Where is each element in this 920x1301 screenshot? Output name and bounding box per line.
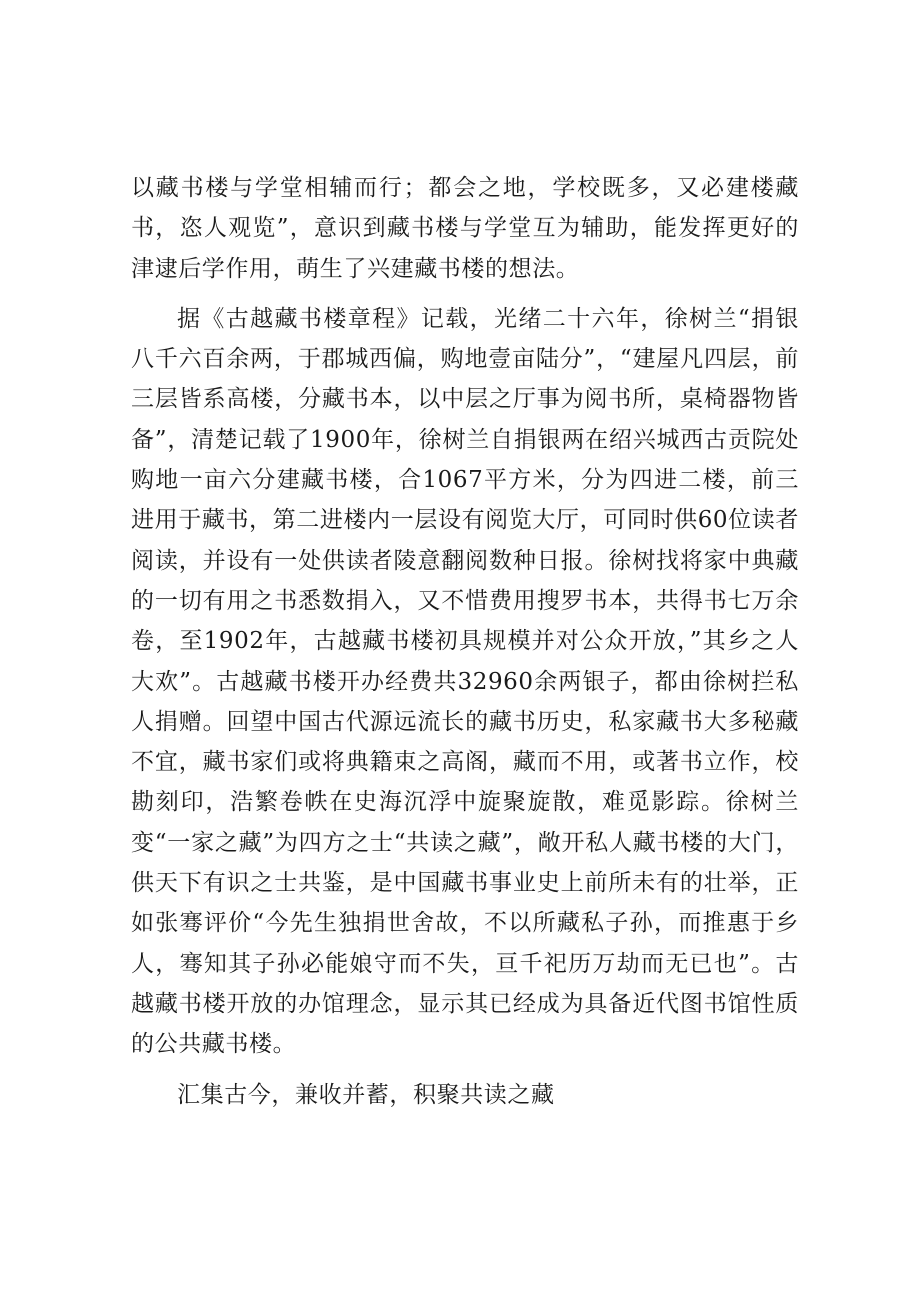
paragraph-history: 据《古越藏书楼章程》记载，光绪二十六年，徐树兰“捐银八千六百余两，于郡城西偏，购地壹亩陆分”，“建屋凡四层，前三层皆系高楼，分藏书本，以中层之厅事为阅书所，桌椅器物皆备”，清楚记载了1900年，徐树兰自捐银两在绍兴城西古贡院处购地一亩六分建藏书楼，合1067平方米，分为四进二楼，前三进用于藏书，第二进楼内一层设有阅览大厅，可同时供60位读者阅读，并设有一处供读者陵意翻阅数种日报。徐树找将家中典藏的一切有用之书悉数捐入，又不惜费用搜罗书本，共得书七万余卷，至1902年，古越藏书楼初具规模并对公众开放，”其乡之人大欢”。古越藏书楼开办经费共32960余两银子，都由徐树拦私人捐赠。回望中国古代源远流长的藏书历史，私家藏书大多秘藏不宜，藏书家们或将典籍束之高阁，藏而不用，或著书立作，校勘刻印，浩繁卷帙在史海沉浮中旋聚旋散，难觅影踪。徐树兰变“一家之藏”为四方之士“共读之藏”，敞开私人藏书楼的大门，供天下有识之士共鉴，是中国藏书事业史上前所未有的壮举，正如张骞评价“今先生独捐世舍故，不以所藏私子孙，而推惠于乡人，骞知其子孙必能娘守而不失，亘千祀历万劫而无已也”。古越藏书楼开放的办馆理念，显示其已经成为具备近代图书馆性质的公共藏书楼。 xyxy=(131,305,799,1058)
paragraph-continued: 以藏书楼与学堂相辅而行；都会之地，学校既多，又必建楼藏书，恣人观览”，意识到藏书楼与学堂互为辅助，能发挥更好的津逮后学作用，萌生了兴建藏书楼的想法。 xyxy=(131,175,799,282)
section-heading: 汇集古今，兼收并蓄，积聚共读之藏 xyxy=(177,1081,555,1108)
document-body xyxy=(131,168,799,1115)
